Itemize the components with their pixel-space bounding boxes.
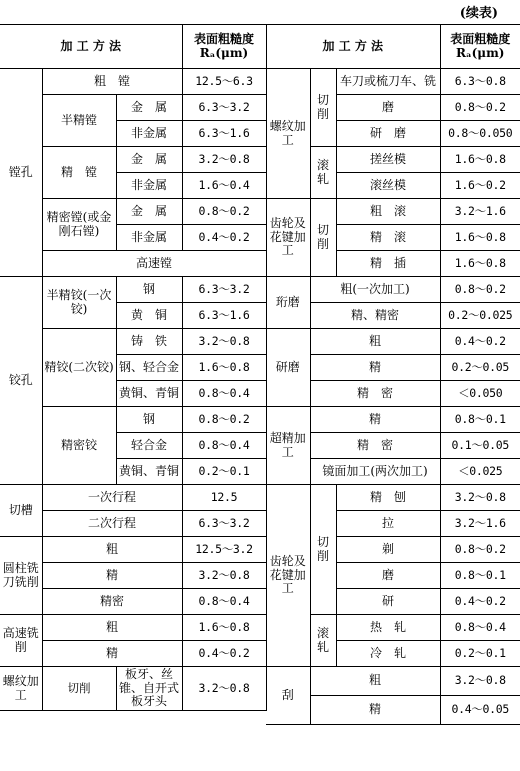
value-cell: 1.6～0.8 [440,225,520,251]
value-cell: 3.2～0.8 [182,563,266,589]
value-cell: 0.8～0.4 [440,615,520,641]
method-cell: 粗 滚 [336,199,440,225]
value-cell: 0.8～0.2 [182,199,266,225]
value-cell: 0.4～0.2 [182,641,266,667]
method-cell: 精 [42,641,182,667]
subgroup-cell: 切削 [310,199,336,277]
method-cell: 热 轧 [336,615,440,641]
group-scraping: 刮 [266,667,310,725]
method-cell: 粗(一次加工) [310,277,440,303]
group-cyl-milling: 圆柱铣刀铣削 [0,537,42,615]
value-cell: 12.5～3.2 [182,537,266,563]
group-lapping: 研磨 [266,329,310,407]
method-cell: 粗 [310,667,440,696]
method-cell: 车刀或梳刀车、铣 [336,69,440,95]
method-cell: 精 密 [310,381,440,407]
value-cell: 0.8～0.2 [440,95,520,121]
subgroup-cell: 精密镗(或金刚石镗) [42,199,116,251]
group-superfinish: 超精加工 [266,407,310,485]
value-cell: 6.3～1.6 [182,303,266,329]
header-method: 加 工 方 法 [0,25,182,69]
method-cell: 精、精密 [310,303,440,329]
value-cell: 1.6～0.2 [440,173,520,199]
method-cell: 精 刨 [336,485,440,511]
value-cell: 3.2～1.6 [440,199,520,225]
material-cell: 非金属 [116,225,182,251]
subgroup-cell: 精密铰 [42,407,116,485]
value-cell: 0.8～0.1 [440,563,520,589]
method-cell: 精 滚 [336,225,440,251]
value-cell: 0.2～0.05 [440,355,520,381]
material-cell: 黄铜、青铜 [116,459,182,485]
continued-caption: (续表) [459,6,498,21]
value-cell: 0.8～0.050 [440,121,520,147]
material-cell: 钢 [116,277,182,303]
value-cell: 0.4～0.05 [440,696,520,725]
subgroup-cell: 半精镗 [42,95,116,147]
value-cell: 0.2～0.1 [182,459,266,485]
method-cell: 精 [310,355,440,381]
value-cell: 0.4～0.2 [440,329,520,355]
method-cell: 精 [310,407,440,433]
method-cell: 粗 镗 [42,69,182,95]
method-cell: 粗 [42,537,182,563]
value-cell: ＜0.025 [440,459,520,485]
group-gear-1: 齿轮及花键加工 [266,199,310,277]
material-cell: 轻合金 [116,433,182,459]
value-cell: 0.8～0.4 [182,381,266,407]
material-cell: 非金属 [116,121,182,147]
header-method: 加 工 方 法 [266,25,440,69]
material-cell: 钢 [116,407,182,433]
material-cell: 金 属 [116,95,182,121]
value-cell: 3.2～1.6 [440,511,520,537]
group-grooving: 切槽 [0,485,42,537]
subgroup-cell: 半精铰(一次铰) [42,277,116,329]
method-cell: 高速镗 [42,251,266,277]
value-cell: 6.3～3.2 [182,95,266,121]
value-cell: 1.6～0.4 [182,173,266,199]
group-honing: 珩磨 [266,277,310,329]
material-cell: 铸 铁 [116,329,182,355]
value-cell: 3.2～0.8 [182,329,266,355]
method-cell: 一次行程 [42,485,182,511]
material-cell: 金 属 [116,199,182,225]
value-cell: 0.2～0.1 [440,641,520,667]
value-cell: 0.4～0.2 [182,225,266,251]
subgroup-cell: 切削 [310,69,336,147]
roughness-table-left [0,24,267,711]
subgroup-cell: 滚轧 [310,615,336,667]
value-cell: 3.2～0.8 [440,667,520,696]
subgroup-cell: 切削 [310,485,336,615]
value-cell: ＜0.050 [440,381,520,407]
method-cell: 磨 [336,95,440,121]
value-cell: 0.8～0.4 [182,433,266,459]
value-cell: 0.1～0.05 [440,433,520,459]
method-cell: 搓丝模 [336,147,440,173]
method-cell: 精 [310,696,440,725]
group-thread: 螺纹加工 [266,69,310,199]
method-cell: 拉 [336,511,440,537]
method-cell: 镜面加工(两次加工) [310,459,440,485]
value-cell: 0.8～0.4 [182,589,266,615]
header-roughness: 表面粗糙度 Rₐ(μm) [440,25,520,69]
method-cell: 精 插 [336,251,440,277]
value-cell: 0.8～0.2 [182,407,266,433]
value-cell: 6.3～0.8 [440,69,520,95]
value-cell: 12.5 [182,485,266,511]
material-cell: 金 属 [116,147,182,173]
material-cell: 非金属 [116,173,182,199]
value-cell: 0.2～0.025 [440,303,520,329]
value-cell: 0.8～0.1 [440,407,520,433]
value-cell: 3.2～0.8 [182,147,266,173]
method-cell: 板牙、丝锥、自开式板牙头 [116,667,182,711]
group-thread-cut: 螺纹加工 [0,667,42,711]
method-cell: 粗 [310,329,440,355]
method-cell: 精密 [42,589,182,615]
subgroup-cell: 滚轧 [310,147,336,199]
method-cell: 粗 [42,615,182,641]
subgroup-cell: 精 镗 [42,147,116,199]
material-cell: 钢、轻合金 [116,355,182,381]
material-cell: 黄铜、青铜 [116,381,182,407]
value-cell: 3.2～0.8 [182,667,266,711]
value-cell: 12.5～6.3 [182,69,266,95]
subgroup-cell: 精铰(二次铰) [42,329,116,407]
method-cell: 剃 [336,537,440,563]
value-cell: 1.6～0.8 [440,251,520,277]
value-cell: 1.6～0.8 [182,615,266,641]
method-cell: 精 密 [310,433,440,459]
value-cell: 0.8～0.2 [440,277,520,303]
group-hs-milling: 高速铣削 [0,615,42,667]
method-cell: 切削 [42,667,116,711]
value-cell: 3.2～0.8 [440,485,520,511]
value-cell: 6.3～3.2 [182,511,266,537]
group-gear-2: 齿轮及花键加工 [266,485,310,667]
value-cell: 1.6～0.8 [182,355,266,381]
method-cell: 精 [42,563,182,589]
method-cell: 研 磨 [336,121,440,147]
method-cell: 磨 [336,563,440,589]
value-cell: 6.3～1.6 [182,121,266,147]
method-cell: 二次行程 [42,511,182,537]
material-cell: 黄 铜 [116,303,182,329]
header-roughness: 表面粗糙度 Rₐ(μm) [182,25,266,69]
value-cell: 1.6～0.8 [440,147,520,173]
group-reaming: 铰孔 [0,277,42,485]
method-cell: 冷 轧 [336,641,440,667]
method-cell: 研 [336,589,440,615]
method-cell: 滚丝模 [336,173,440,199]
roughness-table-right [266,24,520,725]
value-cell: 6.3～3.2 [182,277,266,303]
group-boring: 镗孔 [0,69,42,277]
value-cell: 0.4～0.2 [440,589,520,615]
value-cell: 0.8～0.2 [440,537,520,563]
